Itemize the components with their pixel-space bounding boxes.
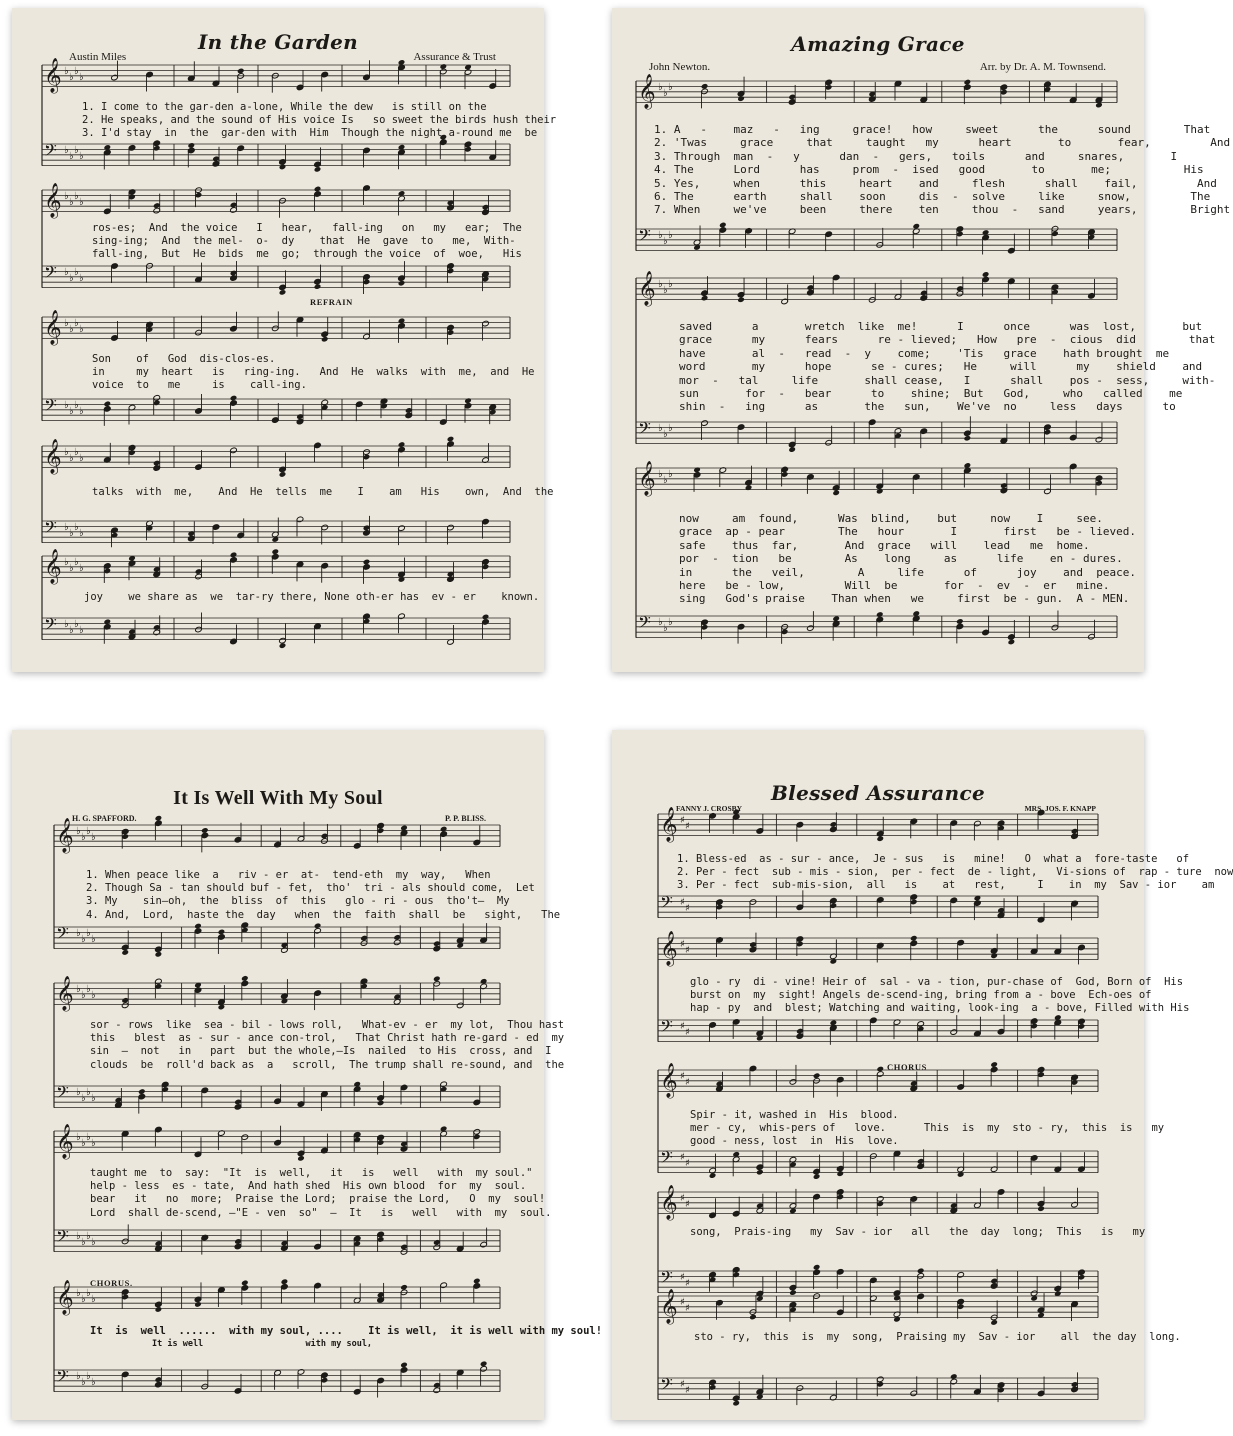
flat-icon: ♭ — [81, 832, 86, 843]
note-head — [912, 223, 920, 230]
flat-icon: ♭ — [81, 1294, 86, 1305]
bass-clef-icon: 𝄢 — [56, 1082, 69, 1106]
note-head — [732, 1400, 740, 1407]
flat-icon: ♭ — [91, 934, 96, 945]
note-head — [737, 95, 745, 102]
flat-icon: ♭ — [69, 72, 74, 83]
lyric-block: 1. A - maz - ing grace! how sweet the sound That 2. 'Twas grace that taught my heart to fear, And 3. Through man - y dan - gers, toils and snares, I 4. The Lord has prom - ised good to me; His 5. Yes, when this heart and flesh shall fail, And 6. The earth shall soon dis - solve like snow, The 7. When we've been there ten thou - sand years, Bright — [654, 123, 1231, 217]
lyric-block: 1. Bless-ed as - sur - ance, Je - sus is mine! O what a fore-taste of 2. Per - fect sub - mis - sion, per - fect de - light, Vi-sions of rap - ture now 3. Per - fect sub-mis-sion, all is at rest, I in my Sav - ior am — [677, 853, 1233, 892]
note-head — [241, 975, 249, 982]
note-head — [314, 186, 322, 193]
flat-icon: ♭ — [69, 406, 74, 417]
note-head — [447, 436, 455, 443]
bass-clef-icon: 𝄢 — [638, 612, 651, 636]
treble-clef-icon: 𝄞 — [56, 1124, 74, 1159]
flat-icon: ♭ — [668, 82, 673, 93]
flat-icon: ♭ — [658, 82, 663, 93]
bass-clef-icon: 𝄢 — [638, 418, 651, 442]
flat-icon: ♭ — [76, 1231, 81, 1242]
flat-icon: ♭ — [91, 1377, 96, 1388]
bass-clef-icon: 𝄢 — [660, 1374, 673, 1398]
sharp-icon: ♯ — [680, 815, 685, 826]
flat-icon: ♭ — [69, 563, 74, 574]
lyric-block: song, Prais-ing my Sav - ior all the day long; This is my — [690, 1226, 1146, 1238]
note-head — [155, 815, 163, 822]
note-head — [440, 63, 448, 70]
lyric-block: saved a wretch like me! I once was lost, but grace my fears re - lieved; How pre - cious did that have al - read - y come; 'Tis grace hath brought me word my hope se - cures; He will my shield and mor - tal life shall cease, I shall pos - sess, with- sun for - bear to shine; But God, who called me shin - ing as the sun, We've no less days to — [679, 320, 1216, 414]
sharp-icon: ♯ — [680, 1272, 685, 1283]
flat-icon: ♭ — [663, 285, 668, 296]
note-head — [464, 397, 472, 404]
flat-icon: ♭ — [81, 1377, 86, 1388]
note-head — [194, 1301, 202, 1308]
flat-icon: ♭ — [86, 1087, 91, 1098]
flat-icon: ♭ — [91, 832, 96, 843]
flat-icon: ♭ — [658, 279, 663, 290]
note-head — [398, 441, 406, 448]
flat-icon: ♭ — [76, 1288, 81, 1299]
note-head — [893, 1316, 901, 1323]
note-head — [480, 978, 488, 985]
flat-icon: ♭ — [79, 528, 84, 539]
flat-icon: ♭ — [76, 1371, 81, 1382]
sheet-it-is-well — [12, 730, 603, 1420]
note-head — [201, 827, 209, 834]
flat-icon: ♭ — [79, 72, 84, 83]
note-head — [155, 951, 163, 958]
note-head — [957, 1171, 965, 1178]
flat-icon: ♭ — [91, 1237, 96, 1248]
sharp-icon: ♯ — [685, 903, 690, 914]
note-head — [314, 166, 322, 173]
lyric-block: Son of God dis-clos-es. in my heart is ring-ing. And He walks with me, and He voice to me is call-ing. — [92, 353, 535, 392]
flat-icon: ♭ — [658, 230, 663, 241]
treble-clef-icon: 𝄞 — [56, 1280, 74, 1315]
treble-clef-icon: 𝄞 — [44, 549, 62, 584]
lyric-block: taught me to say: "It is well, it is well with my soul." help - less es - tate, And hath shed His own blood for my soul. bear it no more; Praise the Lord; praise the Lord, O my soul! Lord shall de-scend, —"E - ven so" — It is well with my soul. — [90, 1167, 552, 1219]
flat-icon: ♭ — [91, 1138, 96, 1149]
note-head — [990, 1061, 998, 1068]
note-head — [701, 83, 709, 90]
flat-icon: ♭ — [86, 1288, 91, 1299]
note-head — [789, 1289, 797, 1296]
bass-clef-icon: 𝄢 — [44, 517, 57, 541]
lyricist-credit: John Newton. — [649, 61, 711, 73]
sharp-icon: ♯ — [680, 1379, 685, 1390]
note-head — [832, 490, 840, 497]
flat-icon: ♭ — [64, 447, 69, 458]
sharp-icon: ♯ — [685, 1199, 690, 1210]
flat-icon: ♭ — [64, 522, 69, 533]
flat-icon: ♭ — [79, 197, 84, 208]
lyric-block: 1. I come to the gar-den a-lone, While the dew is still on the 2. He speaks, and the sound of His voice Is so sweet the birds hush their 3. I'd stay in the gar-den with Him Though the night a-round me be — [82, 101, 557, 140]
treble-clef-icon: 𝄞 — [56, 976, 74, 1011]
flat-icon: ♭ — [79, 273, 84, 284]
flat-icon: ♭ — [91, 1093, 96, 1104]
lyric-block: sor - rows like sea - bil - lows roll, What-ev - er my lot, Thou hast this blest as - sur - ance con-trol, That Christ hath re-gard - ed my sin — not in part but the whole,—Is nailed to His cross, and I clouds be roll'd back as a scroll, The trump shall re-sound, and the — [90, 1019, 565, 1071]
flat-icon: ♭ — [79, 324, 84, 335]
composer-credit: Assurance & Trust — [413, 51, 496, 63]
bass-clef-icon: 𝄢 — [44, 262, 57, 286]
lyric-block: glo - ry di - vine! Heir of sal - va - tion, pur-chase of God, Born of His burst on my sight! Angels de-scend-ing, bring from a - bove Ech-oes of hap - py and blest; Watching and waiting, look-ing a - bove, Filled with His — [690, 976, 1190, 1015]
treble-clef-icon: 𝄞 — [44, 58, 62, 93]
note-head — [473, 1278, 481, 1285]
note-head — [104, 401, 112, 408]
sharp-icon: ♯ — [680, 1297, 685, 1308]
flat-icon: ♭ — [668, 230, 673, 241]
lyricist-credit: H. G. SPAFFORD. — [72, 814, 137, 823]
note-head — [1037, 1205, 1045, 1212]
bass-clef-icon: 𝄢 — [660, 1016, 673, 1040]
note-head — [237, 68, 245, 75]
note-head — [813, 1173, 821, 1180]
note-head — [950, 1373, 958, 1380]
note-head — [281, 1278, 289, 1285]
flat-icon: ♭ — [86, 1371, 91, 1382]
bass-clef-icon: 𝄢 — [660, 1267, 673, 1291]
flat-icon: ♭ — [91, 990, 96, 1001]
hymn-title: Amazing Grace — [791, 32, 965, 56]
note-head — [400, 1284, 408, 1291]
note-head — [188, 142, 196, 149]
sheet-blessed-assurance — [612, 730, 1233, 1420]
note-head — [398, 576, 406, 583]
note-head — [788, 446, 796, 453]
note-head — [138, 1088, 146, 1095]
note-head — [876, 835, 884, 842]
flat-icon: ♭ — [91, 1294, 96, 1305]
lyric-block: now am found, Was blind, but now I see. grace ap - pear The hour I first be - lieved. safe thus far, And grace will lead me home. por - tion be As long as life en - dures. in the veil, A life of joy and peace. here be - low, Will be for - ev - er mine. sing God's praise Than when we first be - gun. A - MEN. — [679, 512, 1136, 606]
note-head — [353, 1081, 361, 1088]
flat-icon: ♭ — [64, 400, 69, 411]
flat-icon: ♭ — [64, 267, 69, 278]
flat-icon: ♭ — [74, 318, 79, 329]
flat-icon: ♭ — [76, 984, 81, 995]
flat-icon: ♭ — [86, 1132, 91, 1143]
hymn-title: It Is Well With My Soul — [173, 787, 383, 809]
note-head — [480, 1361, 488, 1368]
sharp-icon: ♯ — [685, 945, 690, 956]
flat-icon: ♭ — [81, 1138, 86, 1149]
flat-icon: ♭ — [64, 191, 69, 202]
bass-clef-icon: 𝄢 — [56, 1226, 69, 1250]
note-head — [876, 488, 884, 495]
note-head — [709, 1172, 717, 1179]
sharp-icon: ♯ — [680, 1193, 685, 1204]
lyricist-credit: Austin Miles — [69, 51, 127, 63]
flat-icon: ♭ — [69, 324, 74, 335]
treble-clef-icon: 𝄞 — [660, 1063, 678, 1098]
flat-icon: ♭ — [74, 66, 79, 77]
treble-clef-icon: 𝄞 — [56, 818, 74, 853]
note-head — [121, 949, 129, 956]
note-head — [400, 1362, 408, 1369]
flat-icon: ♭ — [668, 617, 673, 628]
note-head — [377, 1100, 385, 1107]
lyric-block: joy we share as we tar-ry there, None oth-er has ev - er known. — [84, 591, 540, 603]
flat-icon: ♭ — [81, 1093, 86, 1104]
flat-icon: ♭ — [74, 557, 79, 568]
hymn-title: In the Garden — [197, 30, 359, 54]
flat-icon: ♭ — [64, 557, 69, 568]
treble-clef-icon: 𝄞 — [660, 1289, 678, 1324]
flat-icon: ♭ — [79, 406, 84, 417]
flat-icon: ♭ — [74, 191, 79, 202]
flat-icon: ♭ — [64, 619, 69, 630]
lyric-block: Spir - it, washed in His blood. mer - cy, whis-pers of love. This is my sto - ry, this is my good - ness, lost in His love. — [690, 1109, 1165, 1148]
note-head — [104, 619, 112, 626]
flat-icon: ♭ — [663, 88, 668, 99]
note-head — [693, 467, 701, 474]
flat-icon: ♭ — [86, 1231, 91, 1242]
staff-notation — [612, 730, 1144, 1420]
bass-clef-icon: 𝄢 — [638, 225, 651, 249]
bass-clef-icon: 𝄢 — [44, 614, 57, 638]
flat-icon: ♭ — [76, 1087, 81, 1098]
chorus-label: CHORUS — [887, 1062, 927, 1072]
flat-icon: ♭ — [668, 469, 673, 480]
flat-icon: ♭ — [69, 151, 74, 162]
lyric-block: talks with me, And He tells me I am His own, And the — [92, 486, 554, 498]
composer-credit: MRS. JOS. F. KNAPP — [1024, 804, 1096, 813]
treble-clef-icon: 𝄞 — [660, 807, 678, 842]
flat-icon: ♭ — [79, 453, 84, 464]
treble-clef-icon: 𝄞 — [638, 461, 656, 496]
note-head — [964, 435, 972, 442]
flat-icon: ♭ — [81, 990, 86, 1001]
note-head — [194, 923, 202, 930]
flat-icon: ♭ — [64, 318, 69, 329]
note-head — [756, 1169, 764, 1176]
note-head — [990, 953, 998, 960]
lyric-block: 1. When peace like a riv - er at- tend-eth my way, When 2. Though Sa - tan should buf - fet, tho' tri - als should come, Let 3. My sin—oh, the bliss of this glo - ri - ous tho't— My 4. And, Lord, haste the day when the faith shall be sight, The — [86, 869, 561, 921]
note-head — [876, 1066, 884, 1073]
lyric-block: It is well with my soul, — [152, 1339, 373, 1349]
flat-icon: ♭ — [74, 619, 79, 630]
flat-icon: ♭ — [663, 475, 668, 486]
note-head — [737, 296, 745, 303]
flat-icon: ♭ — [79, 151, 84, 162]
flat-icon: ♭ — [81, 934, 86, 945]
flat-icon: ♭ — [658, 469, 663, 480]
note-head — [314, 923, 322, 930]
note-head — [836, 1170, 844, 1177]
note-head — [321, 336, 329, 343]
note-head — [701, 295, 709, 302]
sharp-icon: ♯ — [685, 821, 690, 832]
flat-icon: ♭ — [79, 563, 84, 574]
flat-icon: ♭ — [74, 145, 79, 156]
note-head — [279, 471, 287, 478]
flat-icon: ♭ — [76, 826, 81, 837]
flat-icon: ♭ — [74, 522, 79, 533]
staff-notation — [12, 730, 544, 1420]
lyric-block: ros-es; And the voice I hear, fall-ing on my ear; The sing-ing; And the mel- o- dy that He gave to me, With- fall-ing, But He bids me go; through the voice of woe, His — [92, 222, 522, 261]
composer-credit: P. P. BLISS. — [445, 814, 486, 823]
flat-icon: ♭ — [668, 279, 673, 290]
flat-icon: ♭ — [86, 984, 91, 995]
note-head — [218, 929, 226, 936]
note-head — [440, 826, 448, 833]
note-head — [230, 552, 238, 559]
note-head — [155, 1306, 163, 1313]
lyricist-credit: FANNY J. CROSBY — [676, 804, 743, 813]
hymn-title: Blessed Assurance — [770, 781, 986, 805]
note-head — [749, 1314, 757, 1321]
lyric-block: sto - ry, this is my song, Praising my Sav - ior all the day long. — [694, 1331, 1181, 1343]
note-head — [398, 318, 406, 325]
note-head — [719, 222, 727, 229]
note-head — [279, 642, 287, 649]
sharp-icon: ♯ — [680, 939, 685, 950]
sharp-icon: ♯ — [685, 1077, 690, 1088]
note-head — [279, 289, 287, 296]
flat-icon: ♭ — [69, 528, 74, 539]
flat-icon: ♭ — [74, 267, 79, 278]
bass-clef-icon: 𝄢 — [660, 892, 673, 916]
sharp-icon: ♯ — [680, 1071, 685, 1082]
treble-clef-icon: 𝄞 — [660, 931, 678, 966]
treble-clef-icon: 𝄞 — [44, 439, 62, 474]
flat-icon: ♭ — [79, 625, 84, 636]
treble-clef-icon: 𝄞 — [44, 183, 62, 218]
flat-icon: ♭ — [64, 66, 69, 77]
note-head — [982, 271, 990, 278]
flat-icon: ♭ — [74, 400, 79, 411]
note-head — [830, 958, 838, 965]
note-head — [398, 280, 406, 287]
note-head — [241, 1280, 249, 1287]
flat-icon: ♭ — [668, 423, 673, 434]
treble-clef-icon: 𝄞 — [638, 271, 656, 306]
flat-icon: ♭ — [81, 1237, 86, 1248]
sharp-icon: ♯ — [685, 1158, 690, 1169]
bass-clef-icon: 𝄢 — [44, 140, 57, 164]
refrain-label: REFRAIN — [310, 297, 353, 307]
sharp-icon: ♯ — [685, 1303, 690, 1314]
flat-icon: ♭ — [658, 423, 663, 434]
note-head — [433, 975, 441, 982]
sheet-amazing-grace — [612, 8, 1231, 672]
flat-icon: ♭ — [64, 145, 69, 156]
treble-clef-icon: 𝄞 — [44, 310, 62, 345]
bass-clef-icon: 𝄢 — [660, 1147, 673, 1171]
lyric-block: It is well ...... with my soul, .... It is well, it is well with my soul! — [90, 1325, 603, 1337]
treble-clef-icon: 𝄞 — [638, 74, 656, 109]
chorus-label: CHORUS. — [90, 1278, 133, 1288]
bass-clef-icon: 𝄢 — [56, 1366, 69, 1390]
flat-icon: ♭ — [76, 928, 81, 939]
flat-icon: ♭ — [69, 625, 74, 636]
note-head — [910, 935, 918, 942]
note-head — [482, 614, 490, 621]
flat-icon: ♭ — [658, 617, 663, 628]
sharp-icon: ♯ — [685, 1027, 690, 1038]
note-head — [297, 1155, 305, 1162]
note-head — [279, 164, 287, 171]
note-head — [1008, 639, 1016, 646]
sharp-icon: ♯ — [685, 1385, 690, 1396]
note-head — [964, 79, 972, 86]
note-head — [363, 559, 371, 566]
composer-credit: Arr. by Dr. A. M. Townsend. — [979, 61, 1106, 73]
flat-icon: ♭ — [663, 236, 668, 247]
flat-icon: ♭ — [663, 623, 668, 634]
flat-icon: ♭ — [69, 197, 74, 208]
note-head — [876, 611, 884, 618]
sheet-in-the-garden — [12, 8, 557, 672]
note-head — [917, 1268, 925, 1275]
treble-clef-icon: 𝄞 — [660, 1185, 678, 1220]
flat-icon: ♭ — [69, 273, 74, 284]
sharp-icon: ♯ — [680, 1021, 685, 1032]
flat-icon: ♭ — [86, 826, 91, 837]
flat-icon: ♭ — [76, 1132, 81, 1143]
bass-clef-icon: 𝄢 — [56, 923, 69, 947]
note-head — [314, 283, 322, 290]
note-head — [990, 1319, 998, 1326]
flat-icon: ♭ — [74, 447, 79, 458]
note-head — [789, 1208, 797, 1215]
note-head — [813, 1264, 821, 1271]
flat-icon: ♭ — [86, 928, 91, 939]
note-head — [813, 1072, 821, 1079]
note-head — [230, 395, 238, 402]
note-head — [956, 618, 964, 625]
bass-clef-icon: 𝄢 — [44, 395, 57, 419]
sharp-icon: ♯ — [680, 897, 685, 908]
flat-icon: ♭ — [663, 429, 668, 440]
sharp-icon: ♯ — [685, 1278, 690, 1289]
sharp-icon: ♯ — [680, 1152, 685, 1163]
note-head — [272, 548, 280, 555]
flat-icon: ♭ — [69, 453, 74, 464]
